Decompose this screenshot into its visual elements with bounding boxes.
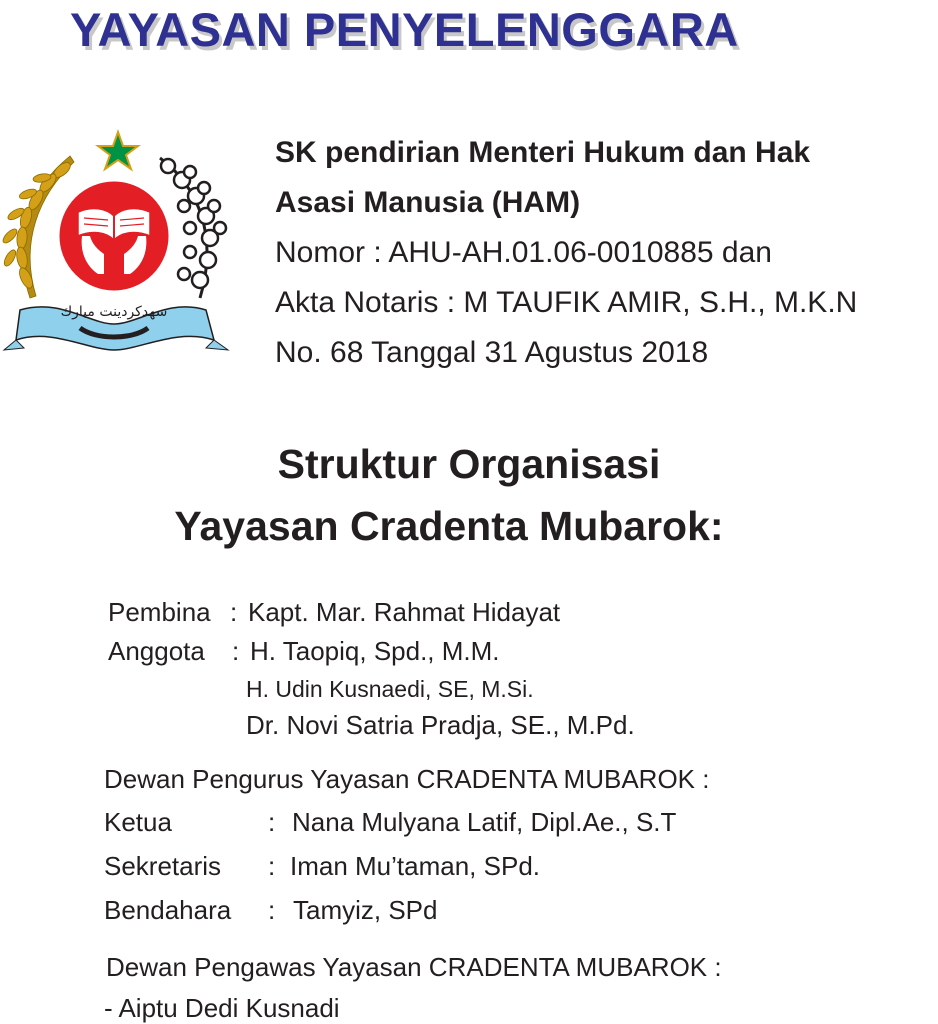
pengurus-sep: : — [268, 851, 276, 881]
anggota-sep: : — [232, 636, 240, 666]
pengurus-role: Bendahara — [104, 895, 232, 925]
pengawas-heading: Dewan Pengawas Yayasan CRADENTA MUBAROK : — [106, 952, 722, 982]
sk-line-3: Nomor : AHU-AH.01.06-0010885 dan — [275, 236, 772, 269]
anggota-member: H. Taopiq, Spd., M.M. — [250, 636, 500, 666]
pengurus-sep: : — [268, 895, 276, 925]
sk-line-1: SK pendirian Menteri Hukum dan Hak — [275, 136, 811, 169]
sk-line-2: Asasi Manusia (HAM) — [275, 186, 581, 219]
pembina-name: Kapt. Mar. Rahmat Hidayat — [248, 597, 561, 627]
pengurus-name: Nana Mulyana Latif, Dipl.Ae., S.T — [292, 807, 677, 837]
pengurus-name: Iman Mu’taman, SPd. — [290, 851, 540, 881]
pengurus-role: Sekretaris — [104, 851, 222, 881]
pengurus-sep: : — [268, 807, 276, 837]
structure-title-line-1: Struktur Organisasi — [277, 441, 661, 487]
pengurus-role: Ketua — [104, 807, 172, 837]
structure-title-line-2: Yayasan Cradenta Mubarok: — [174, 503, 724, 549]
pembina-label: Pembina — [108, 597, 211, 627]
pengurus-name: Tamyiz, SPd — [293, 895, 438, 925]
anggota-member: H. Udin Kusnaedi, SE, M.Si. — [246, 676, 534, 702]
pengawas-member: - Aiptu Dedi Kusnadi — [104, 993, 340, 1023]
anggota-member: Dr. Novi Satria Pradja, SE., M.Pd. — [246, 710, 635, 740]
foundation-emblem-icon — [0, 128, 232, 360]
emblem-ribbon-text: سهدکردینت مبارك — [60, 304, 168, 320]
sk-line-5: No. 68 Tanggal 31 Agustus 2018 — [275, 336, 709, 369]
pengurus-heading: Dewan Pengurus Yayasan CRADENTA MUBAROK : — [104, 764, 710, 794]
sk-line-4: Akta Notaris : M TAUFIK AMIR, S.H., M.K.N — [275, 286, 858, 319]
pembina-sep: : — [230, 597, 238, 627]
anggota-label: Anggota — [108, 636, 205, 666]
page-banner-title: YAYASAN PENYELENGGARA — [70, 3, 739, 56]
